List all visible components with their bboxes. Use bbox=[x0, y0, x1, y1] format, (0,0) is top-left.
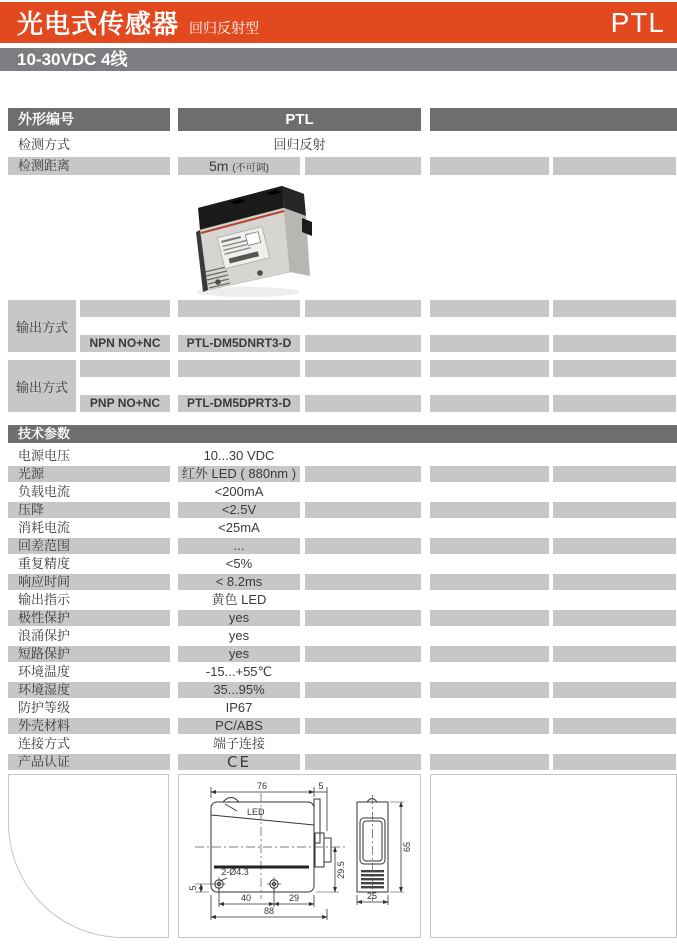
spec-row bbox=[0, 448, 677, 466]
output-type-cell: 输出方式 bbox=[8, 360, 76, 412]
row-stripe bbox=[430, 754, 549, 770]
product-photo bbox=[182, 180, 314, 298]
spec-label: 光源 bbox=[18, 466, 45, 481]
spec-row bbox=[0, 466, 677, 484]
dim-label: 2-Ø4.3 bbox=[221, 867, 249, 877]
page-title: 光电式传感器 bbox=[17, 9, 180, 39]
spec-label: 外壳材料 bbox=[18, 718, 71, 733]
spec-row bbox=[0, 556, 677, 574]
spec-row bbox=[0, 502, 677, 520]
spec-label: 连接方式 bbox=[18, 736, 71, 751]
dim-label: 29.5 bbox=[336, 861, 346, 879]
row-stripe bbox=[305, 300, 421, 317]
row-stripe bbox=[553, 610, 676, 626]
range-value-main: 5m bbox=[208, 158, 229, 174]
row-stripe bbox=[430, 502, 549, 518]
spec-value: 10...30 VDC bbox=[203, 448, 275, 463]
led-label: LED bbox=[247, 807, 265, 817]
row-stripe bbox=[430, 360, 549, 377]
spec-label: 短路保护 bbox=[18, 646, 71, 661]
spec-row bbox=[0, 610, 677, 628]
spec-value: yes bbox=[228, 646, 250, 661]
spec-label: 压降 bbox=[18, 502, 45, 517]
row-stripe bbox=[430, 718, 549, 734]
dim-label: 88 bbox=[263, 906, 275, 916]
row-stripe bbox=[80, 300, 170, 317]
row-stripe bbox=[553, 754, 676, 770]
dim-label: 5 bbox=[318, 781, 324, 791]
spec-row bbox=[0, 736, 677, 754]
row-stripe bbox=[553, 502, 676, 518]
spec-value: <2.5V bbox=[221, 502, 257, 517]
spec-label: 重复精度 bbox=[18, 556, 71, 571]
spec-value: PC/ABS bbox=[215, 718, 263, 733]
spec-row bbox=[0, 718, 677, 736]
row-stripe bbox=[430, 574, 549, 590]
empty-column-header bbox=[430, 108, 677, 131]
row-stripe bbox=[553, 335, 676, 352]
dim-label: 65 bbox=[402, 841, 412, 853]
dim-label: 76 bbox=[256, 781, 268, 791]
spec-label: 负载电流 bbox=[18, 484, 71, 499]
row-stripe bbox=[305, 502, 421, 518]
row-stripe bbox=[305, 395, 421, 412]
range-value-note: (不可调) bbox=[232, 163, 269, 174]
spec-label: 极性保护 bbox=[18, 610, 71, 625]
spec-row bbox=[0, 592, 677, 610]
bottom-left-panel bbox=[8, 774, 169, 938]
model-number: PTL-DM5DPRT3-D bbox=[178, 395, 300, 412]
row-stripe bbox=[430, 335, 549, 352]
row-stripe bbox=[305, 718, 421, 734]
spec-value: 黄色 LED bbox=[211, 592, 267, 607]
dim-label: 25 bbox=[366, 891, 378, 901]
range-value bbox=[178, 157, 300, 178]
spec-row bbox=[0, 484, 677, 502]
spec-value: -15...+55℃ bbox=[205, 664, 273, 679]
spec-label: 环境温度 bbox=[18, 664, 71, 679]
range-label: 检测距离 bbox=[18, 158, 71, 173]
spec-row bbox=[0, 754, 677, 772]
row-stripe bbox=[430, 157, 549, 175]
output-block-npn bbox=[0, 300, 677, 352]
spec-label: 环境湿度 bbox=[18, 682, 71, 697]
spec-label: 产品认证 bbox=[18, 754, 71, 769]
dim-label: 40 bbox=[240, 893, 252, 903]
spec-label: 电源电压 bbox=[18, 448, 71, 463]
output-mode: PNP NO+NC bbox=[80, 395, 170, 412]
spec-value: 红外 LED ( 880nm ) bbox=[181, 466, 297, 481]
row-stripe bbox=[553, 646, 676, 662]
row-stripe bbox=[553, 718, 676, 734]
page-subtitle: 回归反射型 bbox=[189, 20, 260, 36]
spec-label: 响应时间 bbox=[18, 574, 71, 589]
spec-value: ... bbox=[233, 538, 245, 553]
row-stripe bbox=[305, 754, 421, 770]
spec-row bbox=[0, 538, 677, 556]
row-stripe bbox=[553, 466, 676, 482]
spec-value: 35...95% bbox=[213, 682, 265, 697]
spec-label: 防护等级 bbox=[18, 700, 71, 715]
spec-value: IP67 bbox=[225, 700, 253, 715]
dimension-drawing bbox=[179, 775, 420, 937]
dim-label: 5 bbox=[188, 885, 198, 891]
row-stripe bbox=[305, 610, 421, 626]
row-stripe bbox=[430, 300, 549, 317]
row-stripe bbox=[305, 646, 421, 662]
spec-row bbox=[0, 646, 677, 664]
row-stripe bbox=[430, 466, 549, 482]
spec-value: yes bbox=[228, 610, 250, 625]
spec-label: 消耗电流 bbox=[18, 520, 71, 535]
voltage-band: 10-30VDC 4线 bbox=[0, 48, 677, 71]
dim-label: 29 bbox=[288, 893, 300, 903]
row-stripe bbox=[553, 395, 676, 412]
row-stripe bbox=[305, 538, 421, 554]
spec-row bbox=[0, 700, 677, 718]
row-stripe bbox=[178, 360, 300, 377]
row-stripe bbox=[553, 360, 676, 377]
row-stripe bbox=[305, 335, 421, 352]
ce-mark: CE bbox=[227, 753, 251, 771]
series-model: PTL bbox=[610, 6, 665, 38]
spec-value: < 8.2ms bbox=[215, 574, 263, 589]
row-stripe bbox=[305, 682, 421, 698]
spec-value: yes bbox=[228, 628, 250, 643]
row-stripe bbox=[553, 538, 676, 554]
spec-value: <25mA bbox=[218, 520, 260, 535]
tech-section-header: 技术参数 bbox=[8, 425, 677, 443]
spec-value: <5% bbox=[225, 556, 253, 571]
output-mode: NPN NO+NC bbox=[80, 335, 170, 352]
row-stripe bbox=[178, 300, 300, 317]
spec-row bbox=[0, 574, 677, 592]
spec-label: 输出指示 bbox=[18, 592, 71, 607]
row-stripe bbox=[553, 682, 676, 698]
row-stripe bbox=[430, 646, 549, 662]
detection-mode-label: 检测方式 bbox=[18, 137, 71, 152]
spec-value: <200mA bbox=[214, 484, 264, 499]
row-stripe bbox=[305, 574, 421, 590]
row-stripe bbox=[430, 538, 549, 554]
spec-row bbox=[0, 628, 677, 646]
detection-mode-value: 回归反射 bbox=[273, 137, 326, 152]
spec-row bbox=[0, 520, 677, 538]
row-stripe bbox=[430, 682, 549, 698]
row-stripe bbox=[305, 360, 421, 377]
spec-row bbox=[0, 664, 677, 682]
row-stripe bbox=[80, 360, 170, 377]
spec-label: 浪涌保护 bbox=[18, 628, 71, 643]
bottom-right-panel bbox=[430, 774, 677, 938]
model-column-header: PTL bbox=[178, 108, 421, 131]
row-stripe bbox=[553, 157, 676, 175]
row-stripe bbox=[553, 300, 676, 317]
row-stripe bbox=[305, 157, 421, 175]
spec-value: 端子连接 bbox=[212, 736, 265, 751]
row-stripe bbox=[430, 610, 549, 626]
spec-label: 回差范围 bbox=[18, 538, 71, 553]
header-bar bbox=[0, 2, 677, 43]
output-block-pnp bbox=[0, 360, 677, 412]
shape-code-header: 外形编号 bbox=[8, 108, 170, 131]
row-stripe bbox=[305, 466, 421, 482]
model-number: PTL-DM5DNRT3-D bbox=[178, 335, 300, 352]
output-type-cell: 输出方式 bbox=[8, 300, 76, 352]
row-stripe bbox=[553, 574, 676, 590]
row-stripe bbox=[430, 395, 549, 412]
spec-row bbox=[0, 682, 677, 700]
